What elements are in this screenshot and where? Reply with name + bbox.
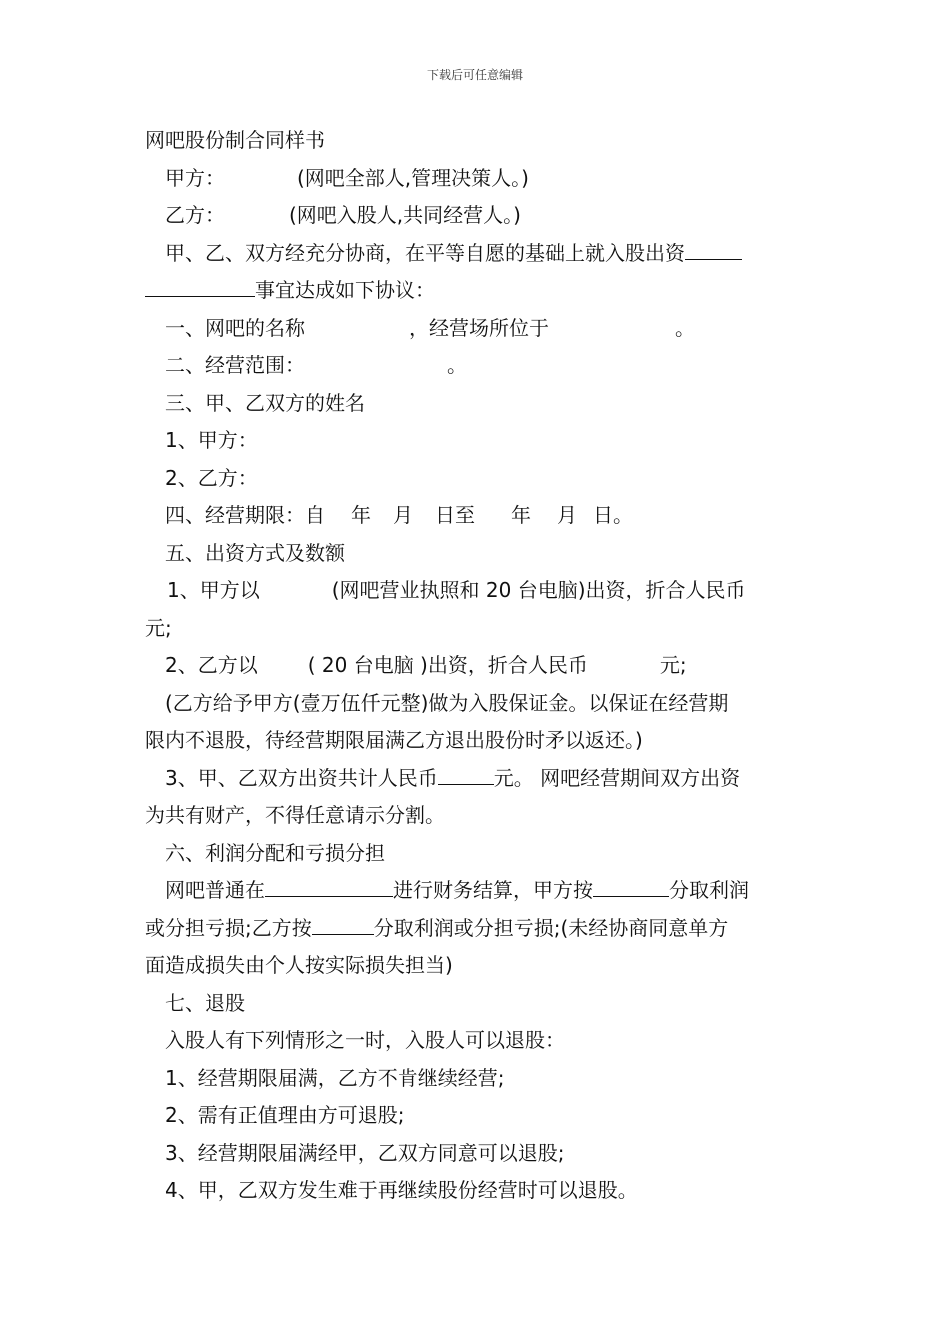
section-6-line-1 <box>145 872 810 910</box>
s4-year: 年 <box>351 503 371 527</box>
section-5-item-3-cont: 为共有财产，不得任意请示分割。 <box>145 803 445 827</box>
s6-l1-text-2: 进行财务结算，甲方按 <box>393 878 593 902</box>
party-b-line <box>145 197 810 235</box>
document-title: 网吧股份制合同样书 <box>145 128 325 152</box>
s6-l1-text: 网吧普通在 <box>165 878 265 902</box>
section-7-item: 1、经营期限届满，乙方不肯继续经营; <box>165 1065 505 1090</box>
s1-location-label: ，经营场所位于 <box>409 315 549 340</box>
section-5-item-1-cont: 元; <box>145 615 172 640</box>
section-5-deposit-line-2: 限内不退股，待经营期限届满乙方退出股份时矛以返还。) <box>145 728 643 752</box>
intro-text-cont: 事宜达成如下协议： <box>255 278 435 302</box>
section-3-party-a: 1、甲方： <box>165 428 258 452</box>
section-5-item-1 <box>145 572 810 610</box>
page-header: 下载后可任意编辑 <box>426 68 523 82</box>
intro-text: 甲、乙、双方经充分协商，在平等自愿的基础上就入股出资 <box>165 240 685 265</box>
s4-year-2: 年 <box>511 503 531 527</box>
section-3-party-b: 2、乙方： <box>165 465 258 490</box>
section-5-deposit-line-1: (乙方给予甲方(壹万伍仟元整)做为入股保证金。以保证在经营期 <box>165 690 729 715</box>
party-a-line <box>145 160 810 198</box>
s6-l1-text-3: 分取利润 <box>669 878 749 902</box>
s6-l2-text-2: 分取利润或分担亏损;(未经协商同意单方 <box>373 915 729 940</box>
section-5-title: 五、出资方式及数额 <box>165 540 345 565</box>
s4-label: 四、经营期限：自 <box>165 503 325 527</box>
section-4 <box>145 497 810 535</box>
s5-i3-text: 元。 网吧经营期间双方出资 <box>493 765 741 790</box>
section-6-line-2 <box>145 910 810 948</box>
blank-underline <box>145 278 255 297</box>
party-b-label: 乙方： <box>165 203 225 227</box>
section-7-intro: 入股人有下列情形之一时，入股人可以退股： <box>165 1028 565 1052</box>
s5-i1-text: (网吧营业执照和 20 台电脑)出资，折合人民币 <box>331 578 746 602</box>
party-a-label: 甲方： <box>165 165 225 190</box>
s4-day-end: 日。 <box>593 503 633 527</box>
section-6-line-3: 面造成损失由个人按实际损失担当) <box>145 953 453 977</box>
section-2 <box>145 347 810 385</box>
section-7-item: 4、甲，乙双方发生难于再继续股份经营时可以退股。 <box>165 1178 638 1202</box>
s6-l2-text: 或分担亏损;乙方按 <box>145 915 312 940</box>
section-5-item-3 <box>145 760 810 798</box>
s4-month-2: 月 <box>557 503 577 527</box>
section-7-item: 3、经营期限届满经甲，乙双方同意可以退股; <box>165 1140 565 1165</box>
section-3-title: 三、甲、乙双方的姓名 <box>165 390 365 415</box>
s2-label: 二、经营范围： <box>165 353 305 377</box>
s1-label: 一、网吧的名称 <box>165 315 305 340</box>
section-1 <box>145 310 810 348</box>
party-a-note: (网吧全部人,管理决策人。) <box>297 165 529 190</box>
intro-line-2 <box>145 272 810 310</box>
s1-end: 。 <box>675 315 695 340</box>
blank-underline <box>685 241 742 260</box>
document-body <box>145 122 810 1210</box>
s5-i3-label: 3、甲、乙双方出资共计人民币 <box>165 765 438 790</box>
section-7-item: 2、需有正值理由方可退股; <box>165 1103 405 1127</box>
s5-i1-label: 1、甲方以 <box>167 578 260 602</box>
blank-underline <box>312 916 374 935</box>
party-b-note: (网吧入股人,共同经营人。) <box>289 203 521 227</box>
s5-i2-end: 元; <box>659 653 687 677</box>
s5-i2-text: ( 20 台电脑 )出资，折合人民币 <box>307 653 588 677</box>
blank-underline <box>265 878 393 897</box>
section-5-item-2 <box>145 647 810 685</box>
intro-line-1 <box>145 235 810 273</box>
s5-i2-label: 2、乙方以 <box>165 653 258 677</box>
blank-underline <box>438 766 494 785</box>
section-7-title: 七、退股 <box>165 990 245 1015</box>
s2-end: 。 <box>447 353 467 377</box>
blank-underline <box>593 878 669 897</box>
section-6-title: 六、利润分配和亏损分担 <box>165 840 385 865</box>
s4-month: 月 <box>393 503 413 527</box>
s4-day-to: 日至 <box>435 503 475 527</box>
